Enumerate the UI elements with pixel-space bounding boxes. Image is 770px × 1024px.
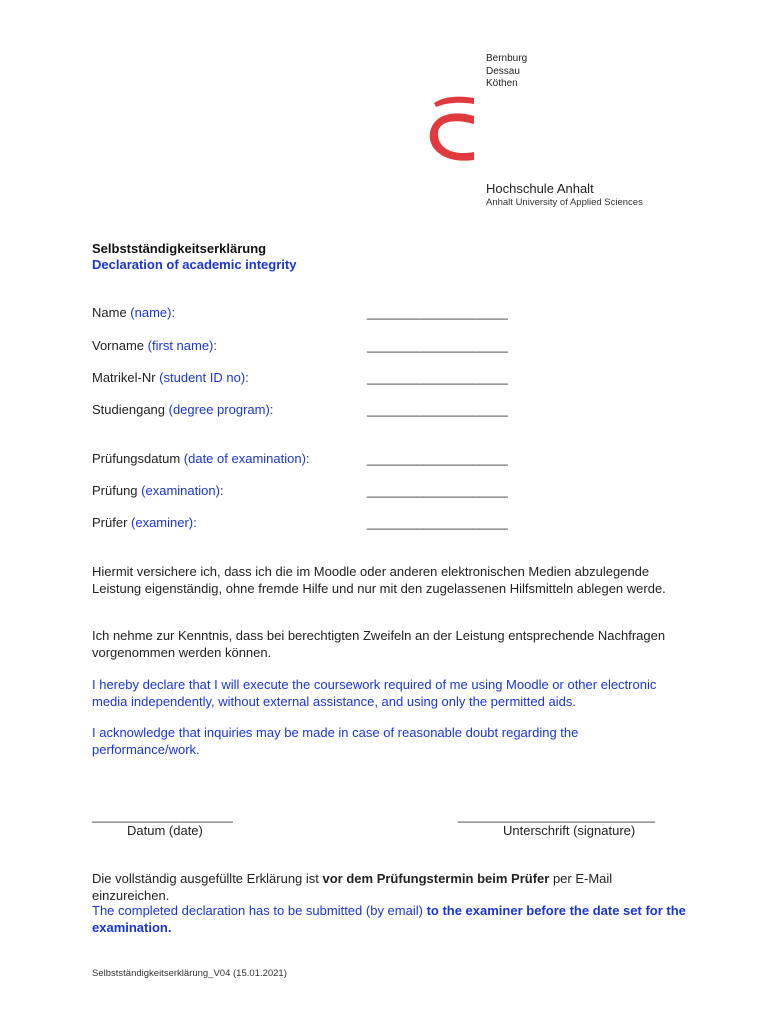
document-title: Selbstständigkeitserklärung xyxy=(92,241,267,256)
field-blank-line[interactable]: ____________________ xyxy=(367,483,508,498)
field-first-name xyxy=(92,338,522,356)
location-bernburg: Bernburg xyxy=(486,53,528,64)
field-label: Prüfungsdatum xyxy=(92,451,184,466)
field-label-english: (student ID no): xyxy=(159,370,249,385)
date-label: Datum (date) xyxy=(127,823,203,838)
field-student-id xyxy=(92,370,522,388)
note-text: per E-Mail einzureichen. xyxy=(92,871,613,903)
note-text: The completed declaration has to be submitted (by email) xyxy=(92,903,427,918)
field-label-english: (name): xyxy=(130,305,176,320)
note-text: Die vollständig ausgefüllte Erklärung ist xyxy=(92,871,323,886)
field-blank-line[interactable]: ____________________ xyxy=(367,305,508,320)
note-bold-text: vor dem Prüfungstermin beim Prüfer xyxy=(322,871,550,886)
field-label-english: (degree program): xyxy=(168,402,274,417)
submission-note-english xyxy=(92,903,692,936)
submission-note-german xyxy=(92,871,692,904)
declaration-paragraph-german: Hiermit versichere ich, dass ich die im Moodle oder anderen elektronischen Medien abzulegende Leistung eigenständig, ohne fremde Hilfe und nur mit den zugelassenen Hilfsmitteln ablegen werde. xyxy=(92,564,666,596)
field-label-english: (examination): xyxy=(141,483,224,498)
field-label-english: (examiner): xyxy=(131,515,197,530)
field-label: Studiengang xyxy=(92,402,169,417)
logo-top-bar xyxy=(434,97,474,107)
field-blank-line[interactable]: ____________________ xyxy=(367,515,508,530)
note-bold-text: to the examiner before the date set for the examination. xyxy=(92,903,686,935)
field-label-english: (date of examination): xyxy=(183,451,310,466)
field-label: Name xyxy=(92,305,131,320)
acknowledgement-paragraph-german: Ich nehme zur Kenntnis, dass bei berechtigten Zweifeln an der Leistung entsprechende Nachfragen vorgenommen werden können. xyxy=(92,628,666,660)
field-name xyxy=(92,305,522,323)
field-examination xyxy=(92,483,522,501)
field-degree-program xyxy=(92,402,522,420)
declaration-paragraph-english: I hereby declare that I will execute the coursework required of me using Moodle or other electronic media independently, without external assistance, and using only the permitted aids. xyxy=(92,677,657,709)
field-label: Prüfung xyxy=(92,483,142,498)
document-version-footer: Selbstständigkeitserklärung_V04 (15.01.2021) xyxy=(92,968,287,979)
signature-line[interactable]: ____________________________ xyxy=(458,808,655,823)
university-subtitle: Anhalt University of Applied Sciences xyxy=(486,197,643,208)
hochschule-anhalt-logo-icon xyxy=(424,94,476,168)
field-blank-line[interactable]: ____________________ xyxy=(367,338,508,353)
field-blank-line[interactable]: ____________________ xyxy=(367,451,508,466)
field-blank-line[interactable]: ____________________ xyxy=(367,402,508,417)
field-blank-line[interactable]: ____________________ xyxy=(367,370,508,385)
field-label: Prüfer xyxy=(92,515,132,530)
field-examiner xyxy=(92,515,522,533)
location-koethen: Köthen xyxy=(486,78,518,89)
field-label-english: (first name): xyxy=(147,338,217,353)
university-name: Hochschule Anhalt xyxy=(486,181,594,196)
signature-label: Unterschrift (signature) xyxy=(503,823,636,838)
field-label: Vorname xyxy=(92,338,148,353)
university-locations xyxy=(486,53,527,91)
acknowledgement-paragraph-english: I acknowledge that inquiries may be made in case of reasonable doubt regarding the performance/work. xyxy=(92,725,579,757)
document-title-english: Declaration of academic integrity xyxy=(92,257,297,272)
field-exam-date xyxy=(92,451,522,469)
field-label: Matrikel-Nr xyxy=(92,370,160,385)
logo-c-shape xyxy=(430,113,474,160)
location-dessau: Dessau xyxy=(486,65,520,77)
date-signature-line[interactable]: ____________________ xyxy=(92,808,233,823)
